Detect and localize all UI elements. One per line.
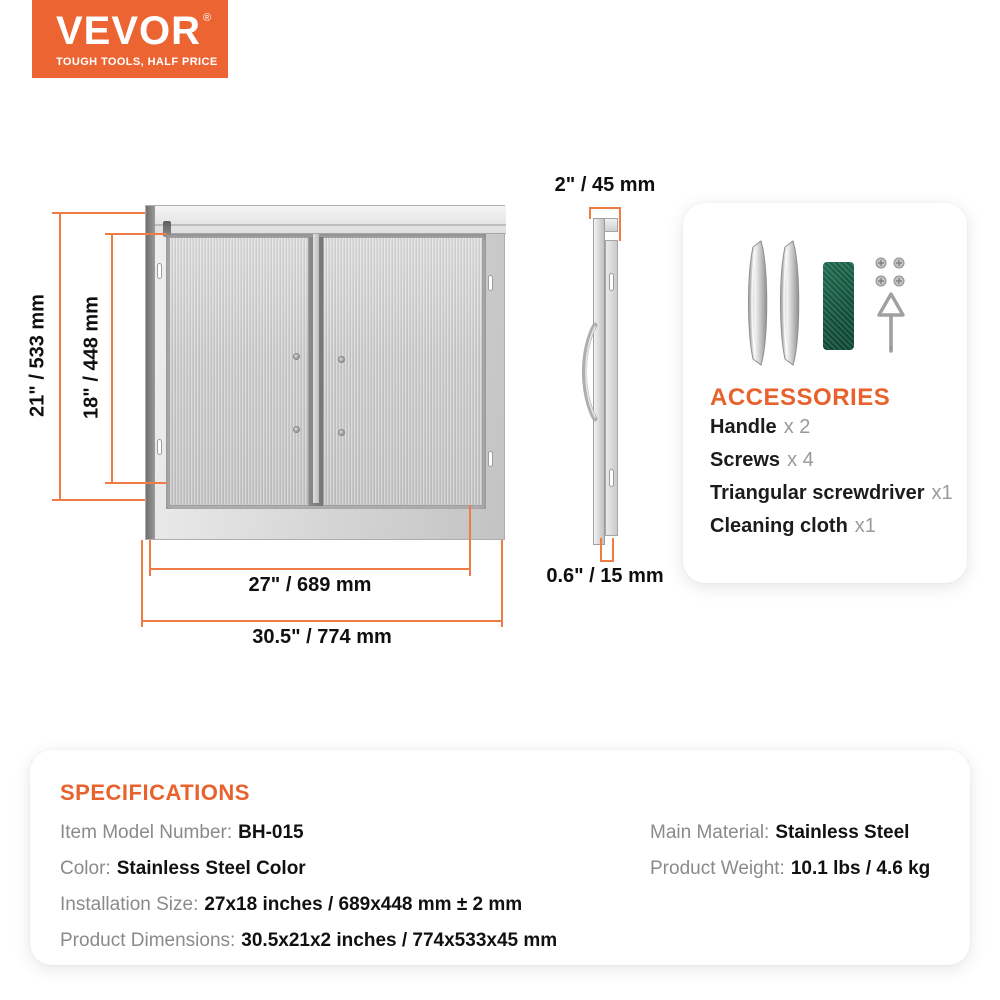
mount-slot-icon bbox=[157, 439, 162, 455]
mount-slot-icon bbox=[157, 263, 162, 279]
accessory-name: Handle bbox=[710, 416, 777, 438]
accessory-qty: x1 bbox=[931, 482, 953, 504]
dim-line-outer-height bbox=[59, 212, 61, 500]
spec-label: Color: bbox=[60, 858, 111, 879]
spec-label: Main Material: bbox=[650, 822, 770, 843]
brand-tagline: TOUGH TOOLS, HALF PRICE bbox=[56, 55, 218, 68]
mount-slot-icon bbox=[609, 469, 614, 487]
dim-label-depth: 2" / 45 mm bbox=[554, 174, 656, 196]
accessory-name: Triangular screwdriver bbox=[710, 482, 925, 504]
specifications-card bbox=[30, 750, 970, 965]
accessories-card bbox=[683, 203, 967, 583]
spec-value: BH-015 bbox=[238, 822, 304, 843]
door-screw-icon bbox=[338, 429, 345, 436]
dim-line-inner-width bbox=[150, 568, 471, 570]
door-frame-top-line bbox=[155, 224, 506, 226]
dim-extension bbox=[469, 505, 471, 576]
handle-icon bbox=[743, 237, 769, 369]
spec-row bbox=[60, 822, 304, 844]
spec-value: 30.5x21x2 inches / 774x533x45 mm bbox=[241, 930, 558, 951]
dim-line-flange bbox=[600, 560, 614, 562]
door-panel-left bbox=[169, 237, 309, 506]
door-frame-top-band bbox=[155, 206, 506, 234]
dim-line-depth bbox=[589, 207, 621, 209]
brand-name: VEVOR bbox=[56, 8, 202, 53]
spec-label: Installation Size: bbox=[60, 894, 199, 915]
accessory-qty: x 2 bbox=[783, 416, 811, 438]
dim-tick bbox=[619, 207, 621, 241]
door-frame-left-edge bbox=[146, 206, 155, 539]
accessory-name: Screws bbox=[710, 449, 781, 471]
accessories-title: ACCESSORIES bbox=[710, 384, 891, 411]
dim-tick bbox=[105, 482, 167, 484]
dim-extension bbox=[149, 540, 151, 576]
vevor-logo bbox=[32, 0, 228, 78]
spec-label: Product Dimensions: bbox=[60, 930, 236, 951]
door-screw-icon bbox=[293, 426, 300, 433]
accessory-item bbox=[710, 482, 953, 505]
accessory-qty: x1 bbox=[854, 515, 876, 537]
screws-icon bbox=[873, 255, 911, 289]
accessory-item bbox=[710, 416, 810, 439]
handle-icon bbox=[775, 237, 801, 369]
mount-slot-icon bbox=[609, 273, 614, 291]
spec-label: Product Weight: bbox=[650, 858, 785, 879]
spec-row bbox=[60, 894, 522, 916]
mount-slot-icon bbox=[488, 451, 493, 467]
cleaning-cloth-icon bbox=[823, 262, 854, 350]
door-side-view-rear-plate bbox=[605, 240, 618, 536]
door-recess bbox=[166, 234, 486, 509]
spec-value: 27x18 inches / 689x448 mm ± 2 mm bbox=[204, 894, 523, 915]
spec-value: Stainless Steel Color bbox=[116, 858, 306, 879]
spec-value: Stainless Steel bbox=[775, 822, 910, 843]
dim-tick bbox=[612, 538, 614, 562]
dim-extension bbox=[141, 540, 143, 627]
registered-mark: ® bbox=[203, 11, 212, 24]
accessory-item bbox=[710, 449, 814, 472]
dim-line-inner-height bbox=[111, 233, 113, 483]
spec-row bbox=[650, 822, 909, 844]
door-center-divider bbox=[313, 234, 319, 503]
dim-line-outer-width bbox=[142, 620, 503, 622]
dim-label-outer-height: 21" / 533 mm bbox=[26, 294, 49, 417]
triangular-screwdriver-icon bbox=[875, 291, 907, 353]
dim-label-inner-height: 18" / 448 mm bbox=[80, 296, 103, 419]
dim-tick bbox=[105, 233, 167, 235]
dim-label-inner-width: 27" / 689 mm bbox=[248, 574, 372, 596]
spec-row bbox=[60, 930, 557, 952]
specifications-title: SPECIFICATIONS bbox=[60, 780, 250, 805]
door-screw-icon bbox=[293, 353, 300, 360]
side-handle-icon bbox=[576, 322, 598, 422]
accessory-item bbox=[710, 515, 876, 538]
door-screw-icon bbox=[338, 356, 345, 363]
dim-tick bbox=[600, 538, 602, 562]
door-front-view bbox=[145, 205, 505, 540]
dim-extension bbox=[501, 540, 503, 627]
door-panel-right bbox=[323, 237, 483, 506]
accessory-name: Cleaning cloth bbox=[710, 515, 848, 537]
spec-label: Item Model Number: bbox=[60, 822, 233, 843]
dim-tick bbox=[589, 207, 591, 219]
spec-row bbox=[650, 858, 930, 880]
dim-label-outer-width: 30.5" / 774 mm bbox=[252, 626, 392, 648]
dim-label-flange: 0.6" / 15 mm bbox=[546, 565, 664, 587]
spec-row bbox=[60, 858, 306, 880]
accessory-qty: x 4 bbox=[787, 449, 814, 471]
spec-value: 10.1 lbs / 4.6 kg bbox=[790, 858, 931, 879]
mount-slot-icon bbox=[488, 275, 493, 291]
